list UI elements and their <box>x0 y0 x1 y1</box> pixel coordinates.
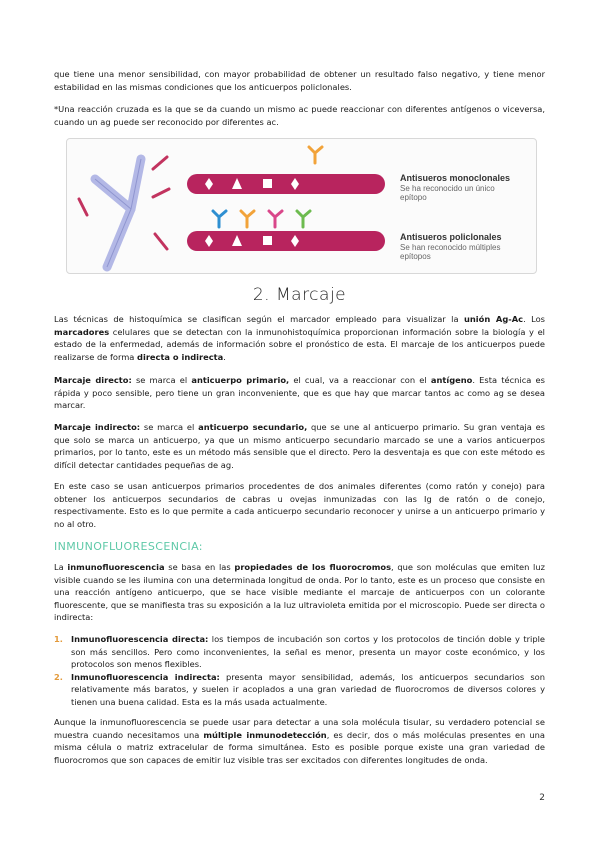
direct-marking-label: Marcaje directo: <box>54 375 132 385</box>
indirect-marking-label: Marcaje indirecto: <box>54 422 141 432</box>
list-item: 1. Inmunofluorescencia directa: los tiempos de incubación son cortos y los protocolos de tinción doble y triple son más sencillos. Pero como inconvenientes, la señal es menor, presenta un mayor coste económico, y los protocolos son menos flexibles. <box>54 634 545 670</box>
species-paragraph: En este caso se usan anticuerpos primarios procedentes de dos animales diferentes (como ratón y conejo) para obtener los anticuerpos secundarios de cabras u ovejas inmunizadas con las Ig de ratón o de conejo, respectivamente. Esto es lo que permite a cada anticuerpo secundario reconocer y unirse a un anticuerpo primario y no al otro. <box>54 481 545 529</box>
bold-term: antígeno <box>430 375 473 385</box>
monoclonal-antibody-icon <box>309 147 322 163</box>
bold-term: unión Ag-Ac <box>463 314 524 324</box>
page-number: 2 <box>539 793 545 803</box>
polyclonal-antibodies-icon <box>213 211 310 227</box>
section-title: 2. Marcaje <box>252 285 347 305</box>
cross-reaction-note <box>54 103 545 128</box>
monoclonal-band <box>187 174 385 194</box>
monoclonal-subtitle-1: Se ha reconocido un único <box>400 184 495 193</box>
direct-marking-paragraph: Marcaje directo: se marca el anticuerpo primario, el cual, va a reaccionar con el antígeno. Esta técnica es rápida y poco sensible, pero tiene un gran inconveniente, que es que hay que marcar tantos ac como ag se desea marcar. <box>54 375 545 411</box>
list-number: 1. <box>54 634 63 644</box>
indirect-marking-paragraph: Marcaje indirecto: se marca el anticuerpo secundario, que se une al anticuerpo primario. Su gran ventaja es que solo se marca un anticuerpo, ya que un mismo anticuerpo secundario marcado se une a varios anticuerpos primarios, por lo tanto, este es un método más sensible que el directo. Pero la desventaja es que con este método es difícil detectar cantidades pequeñas de ag. <box>54 422 546 470</box>
polyclonal-title: Antisueros policlonales <box>400 232 502 242</box>
immunofluorescence-list <box>54 633 545 709</box>
immunofluorescence-heading: INMUNOFLUORESCENCIA: <box>54 540 203 553</box>
polyclonal-band <box>187 231 385 251</box>
polyclonal-subtitle-2: epítopos <box>400 252 431 261</box>
cross-reaction-text: *Una reacción cruzada es la que se da cuando un mismo ac puede reaccionar con diferentes antígenos o viceversa, cuando un ag puede ser reconocido por diferentes ac. <box>54 104 545 127</box>
list-number: 2. <box>54 671 63 682</box>
intro-paragraph <box>54 68 545 93</box>
list-item-label: Inmunofluorescencia indirecta: <box>71 671 220 682</box>
antisera-illustration <box>67 139 536 273</box>
bold-term: anticuerpo primario, <box>191 375 290 385</box>
immunofluorescence-paragraph: La inmunofluorescencia se basa en las propiedades de los fluorocromos, que son moléculas que emiten luz visible cuando se les ilumina con una determinada longitud de onda. Por lo tanto, este es un proceso que consiste en una reacción antígeno anticuerpo, que se hace visible mediante el marcaje de anticuerpos con un colorante fluorescente, que se manifiesta tras su exposición a la luz ultravioleta emitida por el microscopio. Puede ser directa o indirecta: <box>54 562 545 623</box>
bold-term: anticuerpo secundario, <box>198 422 308 432</box>
polyclonal-subtitle-1: Se han reconocido múltiples <box>400 243 501 252</box>
large-antibody-icon <box>95 159 141 267</box>
bold-term: marcadores <box>54 326 110 337</box>
monoclonal-subtitle-2: epítopo <box>400 193 427 202</box>
monoclonal-title: Antisueros monoclonales <box>400 173 511 183</box>
bold-term: múltiple inmunodetección <box>203 729 327 740</box>
antisera-figure <box>66 138 537 274</box>
bold-term: inmunofluorescencia <box>67 562 165 572</box>
multiple-detection-paragraph: Aunque la inmunofluorescencia se puede usar para detectar a una sola molécula tisular, su verdadero potencial se muestra cuando necesitamos una múltiple inmunodetección, es decir, dos o más moléculas presentes en una misma célula o matriz extracelular de forma simultánea. Esto es posible porque existe una gran variedad de fluorocromos que son capaces de emitir luz visible tras ser excitados con diferentes longitudes de onda. <box>54 717 545 765</box>
bold-term: directa o indirecta <box>137 351 224 362</box>
list-item: 2. Inmunofluorescencia indirecta: presenta mayor sensibilidad, además, los anticuerpos secundarios son relativamente más baratos, y suelen ir acoplados a una gran variedad de fluorocromos de diversos colores y tienen una buena calidad. Esta es la más usada actualmente. <box>54 671 545 707</box>
intro-text: que tiene una menor sensibilidad, con mayor probabilidad de obtener un resultado falso negativo, y tiene menor estabilidad en las mismas condiciones que los anticuerpos policlonales. <box>54 69 545 92</box>
list-item-label: Inmunofluorescencia directa: <box>71 634 209 644</box>
bold-term: propiedades de los fluorocromos <box>234 562 392 572</box>
marcaje-intro-paragraph: Las técnicas de histoquímica se clasifican según el marcador empleado para visualizar la unión Ag-Ac. Los marcadores celulares que se detectan con la inmunohistoquímica proporcionan información sobre la biología y el estado de la enfermedad, además de información sobre el pronóstico de esta. El marcaje de los anticuerpos puede realizarse de forma directa o indirecta. <box>54 314 546 362</box>
